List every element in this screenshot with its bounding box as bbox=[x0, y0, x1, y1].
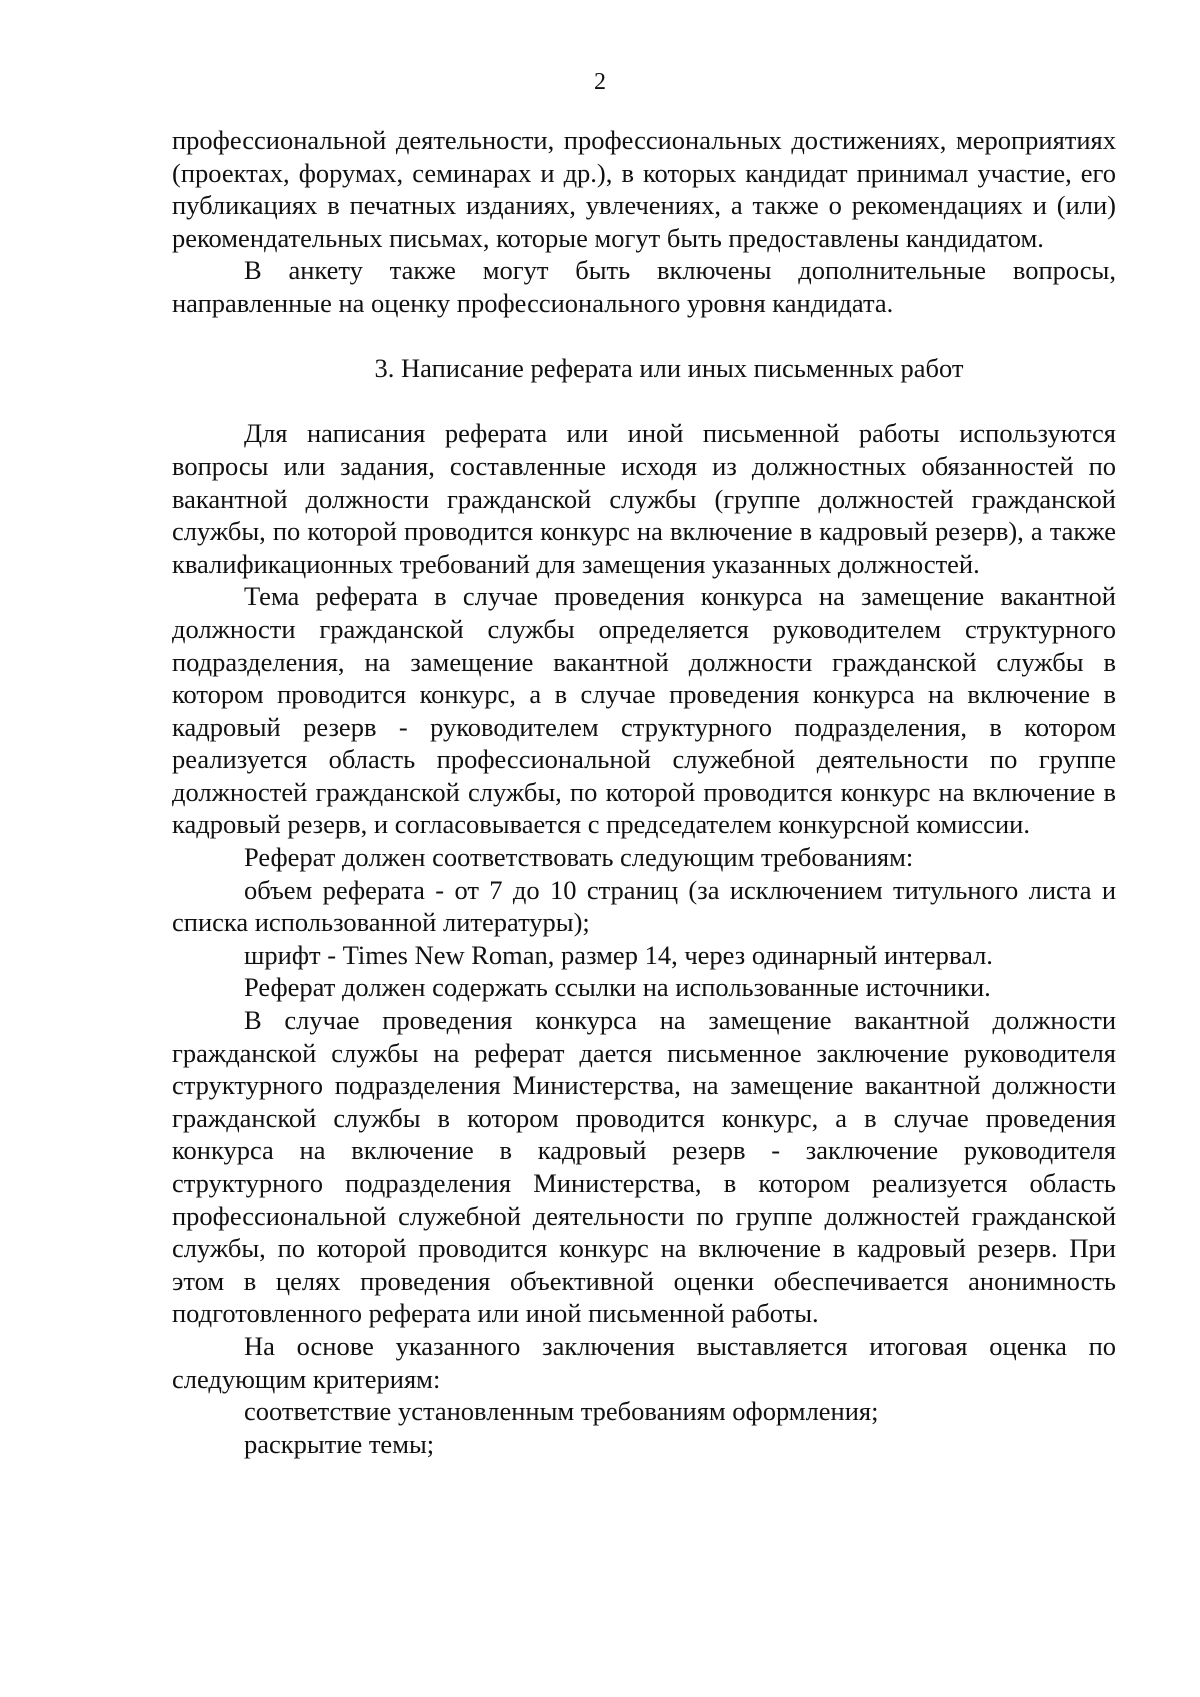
paragraph-requirement-font: шрифт - Times New Roman, размер 14, через одинарный интервал. bbox=[244, 939, 993, 970]
paragraph-references: Реферат должен содержать ссылки на использованные источники. bbox=[244, 972, 991, 1003]
paragraph-requirement-volume: объем реферата - от 7 до 10 страниц (за исключением титульного листа и списка использованной литературы); bbox=[172, 874, 1116, 938]
paragraph-questionnaire-extra: В анкету также могут быть включены дополнительные вопросы, направленные на оценку профессионального уровня кандидата. bbox=[172, 255, 1116, 318]
page-number: 2 bbox=[594, 69, 606, 95]
paragraph-criterion-formatting: соответствие установленным требованиям оформления; bbox=[244, 1396, 879, 1427]
paragraph-criteria-intro: На основе указанного заключения выставляется итоговая оценка по следующим критериям: bbox=[172, 1330, 1116, 1394]
paragraph-criterion-topic: раскрытие темы; bbox=[244, 1428, 435, 1459]
section-heading: 3. Написание реферата или иных письменных работ bbox=[374, 353, 964, 384]
paragraph-written-conclusion: В случае проведения конкурса на замещение вакантной должности гражданской службы на реферат дается письменное заключение руководителя структурного подразделения Министерства, на замещение вакантной должности гражданской службы в котором проводится конкурс, а в случае проведения конкурса на включение в кадровый резерв - заключение руководителя структурного подразделения Министерства, в котором реализуется область профессиональной служебной деятельности по группе должностей гражданской службы, по которой проводится конкурс на включение в кадровый резерв. При этом в целях проведения объективной оценки обеспечивается анонимность подготовленного реферата или иной письменной работы. bbox=[172, 1005, 1116, 1329]
document-body bbox=[172, 124, 1116, 1460]
paragraph-requirements-intro: Реферат должен соответствовать следующим требованиям: bbox=[244, 842, 914, 873]
paragraph-topic-definition: Тема реферата в случае проведения конкурса на замещение вакантной должности гражданской службы определяется руководителем структурного подразделения, на замещение вакантной должности гражданской службы в котором проводится конкурс, а в случае проведения конкурса на включение в кадровый резерв - руководителем структурного подразделения, в котором реализуется область профессиональной служебной деятельности по группе должностей гражданской службы, по которой проводится конкурс на включение в кадровый резерв, и согласовывается с председателем конкурсной комиссии. bbox=[172, 581, 1116, 840]
paragraph-continuation: профессиональной деятельности, профессиональных достижениях, мероприятиях (проектах, форумах, семинарах и др.), в которых кандидат принимал участие, его публикациях в печатных изданиях, увлечениях, а также о рекомендациях и (или) рекомендательных письмах, которые могут быть предоставлены кандидатом. bbox=[172, 125, 1116, 253]
paragraph-questions-basis: Для написания реферата или иной письменной работы используются вопросы или задания, составленные исходя из должностных обязанностей по вакантной должности гражданской службы (группе должностей гражданской службы, по которой проводится конкурс на включение в кадровый резерв), а также квалификационных требований для замещения указанных должностей. bbox=[172, 418, 1116, 579]
